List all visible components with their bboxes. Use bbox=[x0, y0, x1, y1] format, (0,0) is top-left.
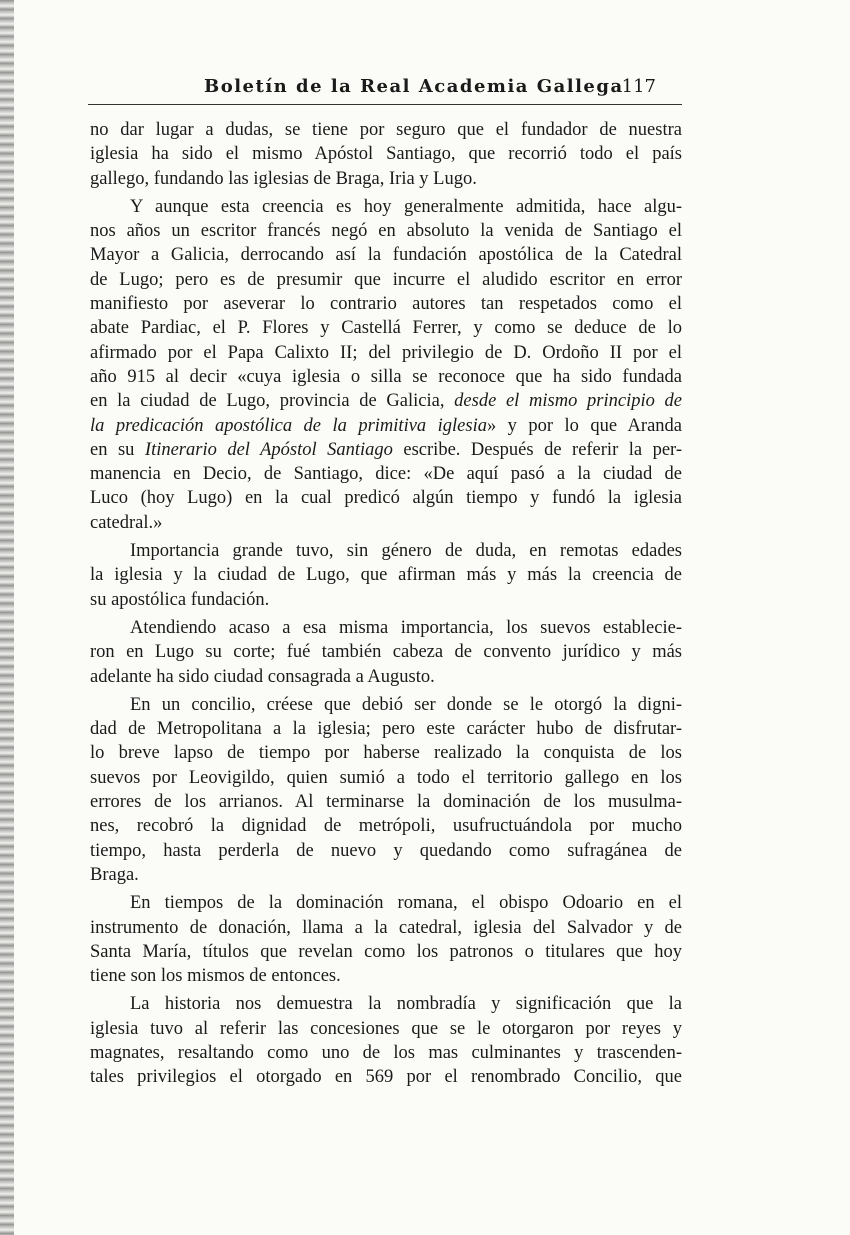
running-title: Boletín de la Real Academia Gallega bbox=[204, 76, 624, 97]
page-binding-edge bbox=[0, 0, 14, 1235]
text-line: no dar lugar a dudas, se tiene por seguro que el fundador de nuestra bbox=[90, 120, 682, 140]
text-line: año 915 al decir «cuya iglesia o silla se reconoce que ha sido fundada bbox=[90, 366, 682, 387]
text-run: en su bbox=[90, 439, 145, 460]
text-line: Atendiendo acaso a esa misma importancia, los suevos estableciе- bbox=[130, 617, 682, 638]
paragraph bbox=[90, 195, 682, 535]
text-line: tiempo, hasta perderla de nuevo y quedando como sufragánea de bbox=[90, 840, 682, 861]
text-run: en la ciudad de Lugo, provincia de Galicia, bbox=[90, 391, 455, 412]
text-line: manifiesto por aseverar lo contrario autores tan respetados como el bbox=[90, 294, 682, 315]
text-line: iglesia tuvo al referir las concesiones que se le otorgaron por reyes y bbox=[90, 1018, 682, 1039]
paragraph bbox=[90, 693, 682, 887]
text-run: escribe. Después de referir la per- bbox=[392, 439, 682, 460]
running-header bbox=[88, 70, 682, 105]
text-run: » y por lo que Aranda bbox=[486, 415, 682, 436]
text-line: nes, recobró la dignidad de metrópoli, usufructuándola por mucho bbox=[90, 816, 682, 837]
text-line: nos años un escritor francés negó en absoluto la venida de Santiago el bbox=[90, 221, 682, 242]
text-line: magnates, resaltando como uno de los mas culminantes y trascenden- bbox=[90, 1042, 682, 1063]
text-line: tales privilegios el otorgado en 569 por el renombrado Concilio, que bbox=[90, 1067, 682, 1088]
text-line: La historia nos demuestra la nombradía y significación que la bbox=[130, 994, 682, 1015]
text-line: tiene son los mismos de entonces. bbox=[90, 966, 341, 987]
text-line: En tiempos de la dominación romana, el obispo Odoario en el bbox=[130, 893, 682, 914]
text-line: errores de los arrianos. Al terminarse la dominación de los musulma- bbox=[90, 792, 682, 813]
page-number: 117 bbox=[621, 76, 656, 97]
text-line: suevos por Leovigildo, quien sumió a todo el territorio gallego en los bbox=[90, 767, 682, 788]
text-line: gallego, fundando las iglesias de Braga, Iria y Lugo. bbox=[90, 168, 477, 189]
text-line: catedral.» bbox=[90, 512, 163, 533]
text-line: Importancia grande tuvo, sin género de duda, en remotas edades bbox=[130, 541, 682, 562]
text-line: abate Pardiac, el P. Flores y Castellá Ferrer, y como se deduce de lo bbox=[90, 318, 682, 339]
italic-quote: desde el mismo principio de bbox=[454, 391, 682, 412]
text-line: de Lugo; pero es de presumir que incurre el aludido escritor en error bbox=[90, 269, 682, 290]
text-line bbox=[90, 438, 682, 462]
text-line: Santa María, títulos que revelan como los patronos o titulares que hoy bbox=[90, 941, 682, 962]
text-line: Mayor a Galicia, derrocando así la fundación apostólica de la Catedral bbox=[90, 245, 682, 266]
text-line: instrumento de donación, llama a la catedral, iglesia del Salvador y de bbox=[90, 917, 682, 938]
text-line: En un concilio, créese que debió ser donde se le otorgó la digni- bbox=[130, 694, 682, 715]
text-line bbox=[90, 389, 682, 413]
text-line: ron en Lugo su corte; fué también cabeza de convento jurídico y más bbox=[90, 642, 682, 663]
italic-quote: la predicación apostólica de la primitiva iglesia bbox=[90, 415, 487, 436]
text-line: su apostólica fundación. bbox=[90, 589, 270, 610]
paragraph bbox=[90, 992, 682, 1089]
book-title: Itinerario del Apóstol Santiago bbox=[144, 439, 393, 460]
paragraph bbox=[90, 891, 682, 988]
text-line: la iglesia y la ciudad de Lugo, que afirman más y más la creencia de bbox=[90, 565, 682, 586]
paragraph bbox=[90, 118, 682, 191]
text-line: Y aunque esta creencia es hoy generalmente admitida, hace algu- bbox=[130, 196, 682, 217]
text-line: manencia en Decio, de Santiago, dice: «De aquí pasó a la ciudad de bbox=[90, 464, 682, 485]
body-text bbox=[90, 118, 682, 1090]
text-line: dad de Metropolitana a la iglesia; pero este carácter hubo de disfrutar- bbox=[90, 719, 682, 740]
text-line: adelante ha sido ciudad consagrada a Augusto. bbox=[90, 666, 435, 687]
paragraph bbox=[90, 616, 682, 689]
text-line: Luco (hoy Lugo) en la cual predicó algún tiempo y fundó la iglesia bbox=[90, 488, 682, 509]
text-line bbox=[90, 414, 682, 438]
text-line: lo breve lapso de tiempo por haberse realizado la conquista de los bbox=[90, 743, 682, 764]
text-line: Braga. bbox=[90, 864, 139, 885]
text-line: afirmado por el Papa Calixto II; del privilegio de D. Ordoño II por el bbox=[90, 342, 682, 363]
paragraph bbox=[90, 539, 682, 612]
text-line: iglesia ha sido el mismo Apóstol Santiago, que recorrió todo el país bbox=[90, 144, 682, 165]
